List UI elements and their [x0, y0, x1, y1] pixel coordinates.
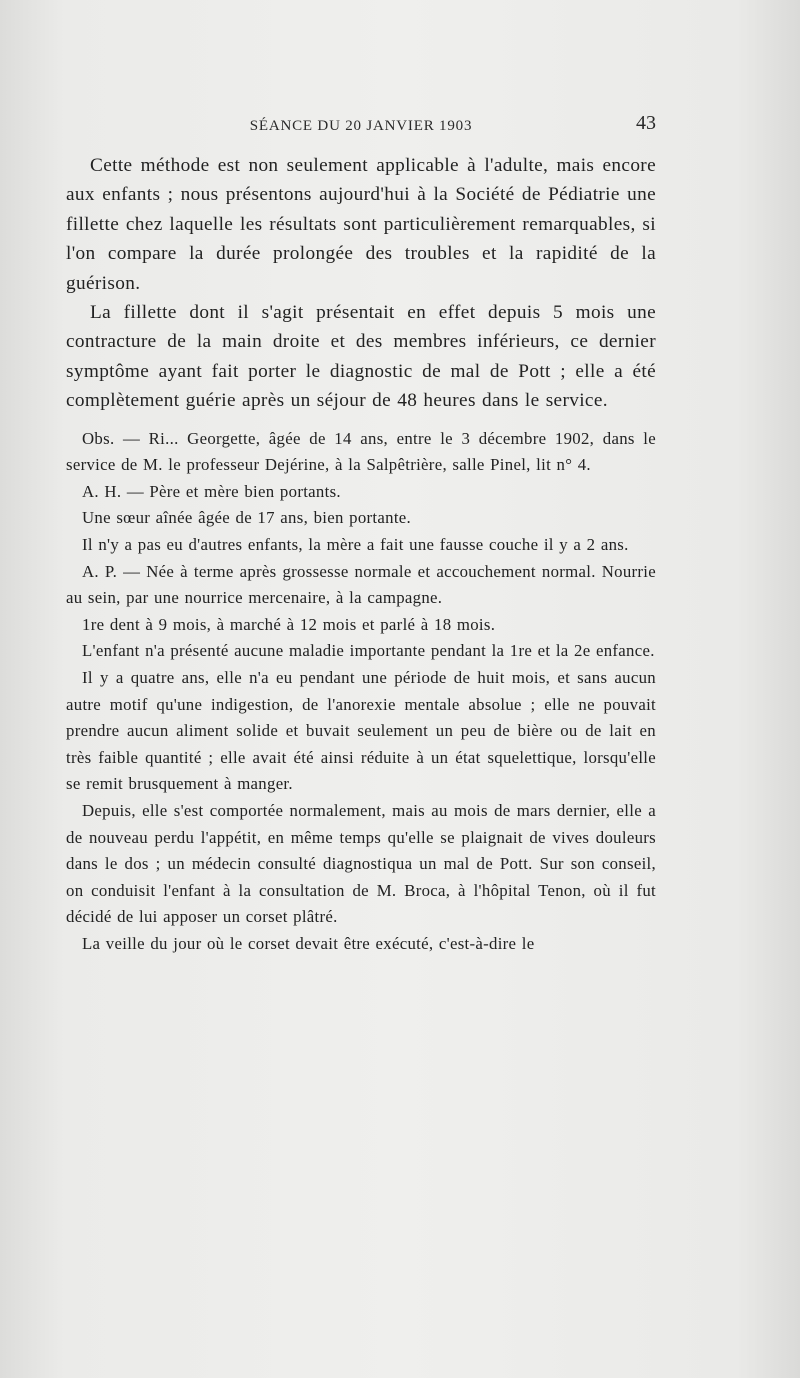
observation-sister: Une sœur aînée âgée de 17 ans, bien portante. [82, 508, 412, 528]
observation-childhood: L'enfant n'a présenté aucune maladie importante pendant la 1re et la 2e enfance. [82, 641, 655, 661]
running-head: SÉANCE DU 20 JANVIER 1903 [249, 118, 473, 134]
page-number: 43 [636, 112, 656, 134]
observation-family-history: A. H. — Père et mère bien portants. [82, 481, 341, 501]
observation-recent-history: Depuis, elle s'est comportée normalement, mais au mois de mars dernier, elle a de nouveau perdu l'appétit, en même temps qu'elle se plaignait de vives douleurs dans le dos ; un médecin consulté diagnostiqua un mal de Pott. Sur son conseil, on conduisit l'enfant à la consultation de M. Broca, à l'hôpital Tenon, où il fut décidé de lui apposer un corset plâtré. [66, 800, 656, 927]
observation-personal-history: A. P. — Née à terme après grossesse normale et accouchement normal. Nourrie au sein, par une nourrice mercenaire, à la campagne. [66, 561, 656, 608]
paragraph-case-summary: La fillette dont il s'agit présentait en effet depuis 5 mois une contracture de la main droite et des membres inférieurs, ce dernier symptôme ayant fait porter le diagnostic de mal de Pott ; elle a été complètement guérie après un séjour de 48 heures dans le service. [66, 302, 656, 412]
observation-siblings: Il n'y a pas eu d'autres enfants, la mère a fait une fausse couche il y a 2 ans. [82, 535, 629, 555]
observation-continuation: La veille du jour où le corset devait être exécuté, c'est-à-dire le [82, 933, 535, 953]
body-text [66, 151, 656, 958]
page-header [66, 112, 656, 142]
paragraph-intro: Cette méthode est non seulement applicable à l'adulte, mais encore aux enfants ; nous présentons aujourd'hui à la Société de Pédiatrie une fillette chez laquelle les résultats sont particulièrement remarquables, si l'on compare la durée prolongée des troubles et la rapidité de la guérison. [66, 155, 656, 294]
observation-entry: Obs. — Ri... Georgette, âgée de 14 ans, entre le 3 décembre 1902, dans le service de M. le professeur Dejérine, à la Salpêtrière, salle Pinel, lit n° 4. [66, 428, 656, 475]
observation-anorexia: Il y a quatre ans, elle n'a eu pendant une période de huit mois, et sans aucun autre motif qu'une indigestion, de l'anorexie mentale absolue ; elle ne pouvait prendre aucun aliment solide et buvait seulement un peu de bière ou de lait en très faible quantité ; elle avait été ainsi réduite à un état squelettique, lorsqu'elle se remit brusquement à manger. [66, 668, 656, 794]
observation-milestones: 1re dent à 9 mois, à marché à 12 mois et parlé à 18 mois. [82, 614, 496, 634]
